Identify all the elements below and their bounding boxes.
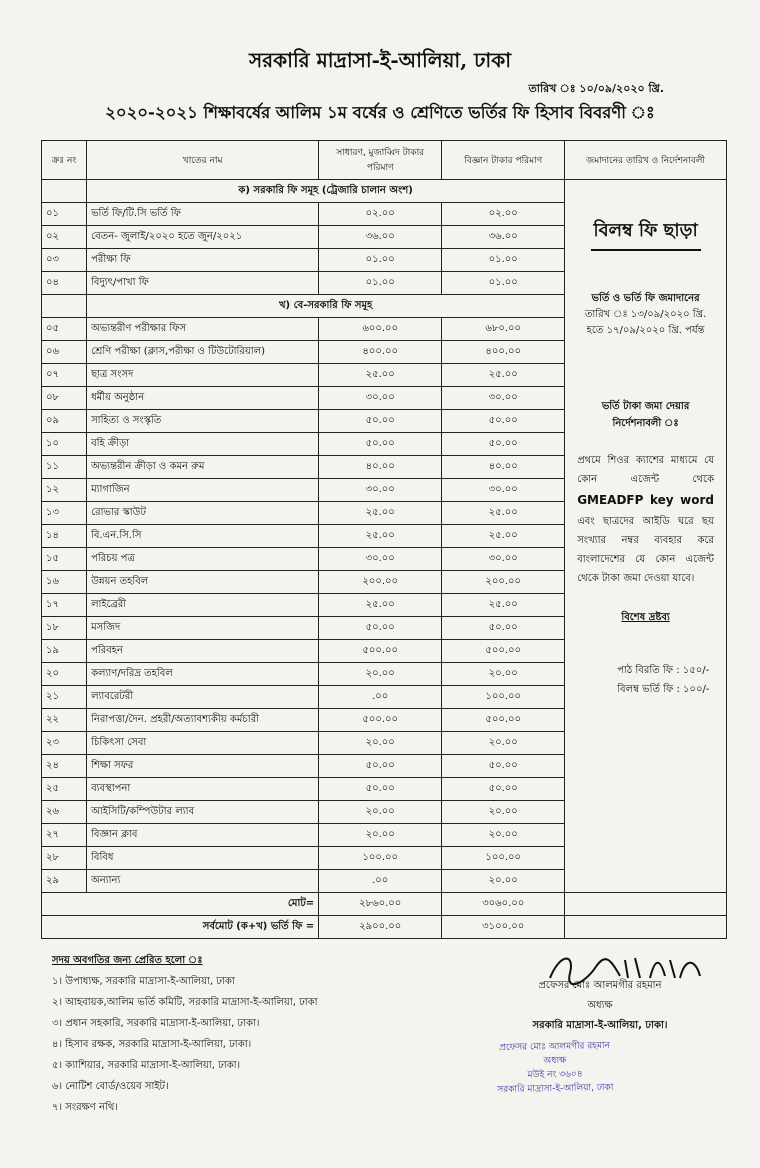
row-sl: ২৮: [42, 847, 87, 870]
row-sl: ১৭: [42, 594, 87, 617]
special-note-2: বিলম্ব ভর্তি ফি : ১০০/-: [617, 683, 710, 695]
distribution-item: ১। উপাধ্যক্ষ, সরকারি মাদ্রাসা-ই-আলিয়া, ঢাকা: [52, 976, 235, 987]
row-general-amount: ৪০.০০: [319, 456, 442, 479]
row-general-amount: ২০.০০: [319, 824, 442, 847]
row-general-amount: ২০০.০০: [319, 571, 442, 594]
row-sl: ০৮: [42, 387, 87, 410]
row-science-amount: ২০.০০: [442, 801, 565, 824]
row-item: ভর্তি ফি/টি.সি ভর্তি ফি: [87, 203, 319, 226]
distribution-item: ৪। হিসাব রক্ষক, সরকারি মাদ্রাসা-ই-আলিয়া, ঢাকা।: [52, 1039, 252, 1050]
row-science-amount: ২০.০০: [442, 824, 565, 847]
row-science-amount: ২০.০০: [442, 870, 565, 893]
deposit-heading: ভর্তি ও ভর্তি ফি জমাদানের: [591, 293, 700, 304]
distribution-item: ৭। সংরক্ষণ নথি।: [52, 1102, 118, 1113]
row-sl: ১০: [42, 433, 87, 456]
distribution-lead: সদয় অবগতির জন্য প্রেরিত হলো ঃ: [52, 955, 203, 966]
institution-title: সরকারি মাদ্রাসা-ই-আলিয়া, ঢাকা: [248, 48, 512, 72]
special-notes: [577, 661, 714, 699]
row-science-amount: ৫০.০০: [442, 433, 565, 456]
row-science-amount: ৬৮০.০০: [442, 318, 565, 341]
notice-heading: ২০২০-২০২১ শিক্ষাবর্ষের আলিম ১ম বর্ষের ও শ্রেণিতে ভর্তির ফি হিসাব বিবরণী ঃ: [105, 103, 655, 122]
row-sl: ২৩: [42, 732, 87, 755]
total-info-cell: [565, 893, 727, 916]
row-science-amount: ৫০.০০: [442, 755, 565, 778]
grand-total-label: সর্বমোট (ক+খ) ভর্তি ফি =: [42, 916, 319, 939]
special-title: বিশেষ দ্রষ্টব্য: [621, 611, 670, 623]
row-general-amount: ২৫.০০: [319, 364, 442, 387]
section-sl: [42, 295, 87, 318]
row-science-amount: ২৫.০০: [442, 502, 565, 525]
row-general-amount: ৫০.০০: [319, 617, 442, 640]
row-item: বহি ক্রীড়া: [87, 433, 319, 456]
row-general-amount: ৫০.০০: [319, 433, 442, 456]
row-sl: ০৫: [42, 318, 87, 341]
distribution-item: ৩। প্রধান সহকারি, সরকারি মাদ্রাসা-ই-আলিয়া, ঢাকা।: [52, 1018, 260, 1029]
row-sl: ০৭: [42, 364, 87, 387]
row-sl: ২০: [42, 663, 87, 686]
row-science-amount: ২৫.০০: [442, 594, 565, 617]
instructions-part-2: এবং ছাত্রদের আইডি ঘরে ছয় সংখ্যার নম্বর ব্যবহার করে বাংলাদেশের যে কোন এজেন্ট থেকে টাকা জমা দেওয়া যাবে।: [577, 515, 714, 584]
row-sl: ১৬: [42, 571, 87, 594]
row-sl: ১৯: [42, 640, 87, 663]
special-note-1: পাঠ বিরতি ফি : ১৫০/-: [617, 664, 710, 676]
row-science-amount: ৪০০.০০: [442, 341, 565, 364]
row-science-amount: ২৫.০০: [442, 525, 565, 548]
info-cell: [565, 180, 727, 893]
row-general-amount: ৫০০.০০: [319, 709, 442, 732]
official-stamp: [470, 1039, 641, 1098]
row-sl: ১৫: [42, 548, 87, 571]
stamp-role: অধ্যক্ষ: [543, 1055, 567, 1067]
row-sl: ০৩: [42, 249, 87, 272]
fee-table: [41, 140, 727, 939]
row-science-amount: ০১.০০: [442, 249, 565, 272]
row-sl: ২২: [42, 709, 87, 732]
row-sl: ০২: [42, 226, 87, 249]
row-general-amount: ০১.০০: [319, 249, 442, 272]
distribution-items: [52, 971, 318, 1118]
total-label: মোট=: [42, 893, 319, 916]
row-science-amount: ২০.০০: [442, 732, 565, 755]
row-item: উন্নয়ন তহবিল: [87, 571, 319, 594]
row-sl: ২১: [42, 686, 87, 709]
row-science-amount: ২০.০০: [442, 663, 565, 686]
row-general-amount: ৩০.০০: [319, 387, 442, 410]
distribution-item: ২। আহবায়ক,আলিম ভর্তি কমিটি, সরকারি মাদ্রাসা-ই-আলিয়া, ঢাকা: [52, 997, 318, 1008]
row-science-amount: ৫০০.০০: [442, 640, 565, 663]
row-science-amount: ২০০.০০: [442, 571, 565, 594]
row-science-amount: ০১.০০: [442, 272, 565, 295]
distribution-item: ৫। ক্যাশিয়ার, সরকারি মাদ্রাসা-ই-আলিয়া, ঢাকা।: [52, 1060, 241, 1071]
row-item: মসজিদ: [87, 617, 319, 640]
grand-total-row: [42, 916, 727, 939]
instructions-title: ভর্তি টাকা জমা দেয়ার নির্দেশনাবলী ঃ: [601, 401, 690, 429]
signature-name: প্রফেসর মোঃ আলমগীর রহমান: [538, 980, 662, 991]
table-section-row: [42, 180, 727, 203]
stamp-id: মউই নং ৩৬০৪: [527, 1069, 583, 1081]
total-row: [42, 893, 727, 916]
row-sl: ১৮: [42, 617, 87, 640]
row-general-amount: ৫০০.০০: [319, 640, 442, 663]
row-item: ধর্মীয় অনুষ্ঠান: [87, 387, 319, 410]
row-item: পরীক্ষা ফি: [87, 249, 319, 272]
row-general-amount: ৩০.০০: [319, 548, 442, 571]
stamp-org: সরকারি মাদ্রাসা-ই-আলিয়া, ঢাকা: [497, 1082, 614, 1096]
instructions-part-1: প্রথমে শিওর ক্যাশের মাধ্যমে যে কোন এজেন্ট থেকে: [577, 455, 714, 485]
row-sl: ০৪: [42, 272, 87, 295]
row-science-amount: ৫০.০০: [442, 410, 565, 433]
row-item: কল্যাণ/দরিদ্র তহবিল: [87, 663, 319, 686]
late-title-underline: [591, 249, 701, 251]
notice-date: তারিখ ঃ ১০/০৯/২০২০ খ্রি.: [528, 82, 664, 95]
header-science: বিজ্ঞান টাকার পরিমাণ: [442, 141, 565, 180]
row-science-amount: ৫০.০০: [442, 778, 565, 801]
row-item: রোভার স্কাউট: [87, 502, 319, 525]
info-box: [569, 180, 722, 892]
row-general-amount: ৩৬.০০: [319, 226, 442, 249]
row-general-amount: .০০: [319, 686, 442, 709]
row-item: ম্যাগাজিন: [87, 479, 319, 502]
row-item: ল্যাবরেটরী: [87, 686, 319, 709]
row-item: বিজ্ঞান ক্লাব: [87, 824, 319, 847]
instructions-body: [577, 451, 714, 588]
row-sl: ২৫: [42, 778, 87, 801]
header-general: সাধারণ, মুজাব্বিদ টাকার পরিমাণ: [319, 141, 442, 180]
row-sl: ২৯: [42, 870, 87, 893]
grand-total-info-cell: [565, 916, 727, 939]
row-general-amount: ৫০.০০: [319, 410, 442, 433]
row-sl: ১৩: [42, 502, 87, 525]
row-science-amount: ৪০.০০: [442, 456, 565, 479]
table-header-row: [42, 141, 727, 180]
total-general: ২৮৬০.০০: [319, 893, 442, 916]
grand-total-science: ৩১০০.০০: [442, 916, 565, 939]
row-science-amount: ৩০.০০: [442, 548, 565, 571]
row-item: লাইব্রেরী: [87, 594, 319, 617]
row-item: অভ্যন্তরীন ক্রীড়া ও কমন রুম: [87, 456, 319, 479]
row-item: বি.এন.সি.সি: [87, 525, 319, 548]
header-info: জমাদানের তারিখ ও নির্দেশনাবলী: [565, 141, 727, 180]
row-item: শ্রেণি পরীক্ষা (ক্লাস,পরীক্ষা ও টিউটোরিয়াল): [87, 341, 319, 364]
row-science-amount: ১০০.০০: [442, 686, 565, 709]
distribution-item: ৬। নোটিশ বোর্ড/ওয়েব সাইট।: [52, 1081, 169, 1092]
row-item: আইসিটি/কম্পিউটার ল্যাব: [87, 801, 319, 824]
row-general-amount: ২০.০০: [319, 801, 442, 824]
instructions-code: GMEADFP key word: [577, 493, 714, 507]
row-general-amount: ২৫.০০: [319, 594, 442, 617]
stamp-name: প্রফেসর মোঃ আলমগীর রহমান: [499, 1041, 611, 1053]
row-general-amount: ২০.০০: [319, 663, 442, 686]
row-general-amount: ৫০.০০: [319, 755, 442, 778]
row-item: বিবিধ: [87, 847, 319, 870]
row-general-amount: ৪০০.০০: [319, 341, 442, 364]
row-science-amount: ৩৬.০০: [442, 226, 565, 249]
header-item: খাতের নাম: [87, 141, 319, 180]
row-general-amount: ০২.০০: [319, 203, 442, 226]
grand-total-general: ২৯০০.০০: [319, 916, 442, 939]
row-item: সাহিত্য ও সংস্কৃতি: [87, 410, 319, 433]
header-sl: ক্রঃ নং: [42, 141, 87, 180]
section-sl: [42, 180, 87, 203]
row-general-amount: ৩০.০০: [319, 479, 442, 502]
row-item: পরিচয় পত্র: [87, 548, 319, 571]
row-sl: ১৪: [42, 525, 87, 548]
signature-text: [470, 976, 730, 1036]
signature-role: অধ্যক্ষ: [587, 1000, 613, 1011]
total-science: ৩০৬০.০০: [442, 893, 565, 916]
row-science-amount: ৫০০.০০: [442, 709, 565, 732]
row-item: শিক্ষা সফর: [87, 755, 319, 778]
row-general-amount: ৬০০.০০: [319, 318, 442, 341]
row-general-amount: ০১.০০: [319, 272, 442, 295]
deposit-text: [577, 291, 714, 339]
row-science-amount: ০২.০০: [442, 203, 565, 226]
row-sl: ০৯: [42, 410, 87, 433]
section-title: খ) বে-সরকারি ফি সমূহ: [87, 295, 565, 318]
row-sl: ১১: [42, 456, 87, 479]
row-general-amount: ৫০.০০: [319, 778, 442, 801]
row-item: পরিবহন: [87, 640, 319, 663]
row-item: অভ্যন্তরীণ পরীক্ষার ফিস: [87, 318, 319, 341]
row-sl: ১২: [42, 479, 87, 502]
row-item: বিদ্যুৎ/পাখা ফি: [87, 272, 319, 295]
row-sl: ২৬: [42, 801, 87, 824]
section-title: ক) সরকারি ফি সমূহ (ট্রেজারি চালান অংশ): [87, 180, 565, 203]
row-science-amount: ৩০.০০: [442, 387, 565, 410]
row-item: ছাত্র সংসদ: [87, 364, 319, 387]
row-item: ব্যবস্থাপনা: [87, 778, 319, 801]
row-science-amount: ১০০.০০: [442, 847, 565, 870]
row-item: বেতন- জুলাই/২০২০ হতে জুন/২০২১: [87, 226, 319, 249]
row-science-amount: ৫০.০০: [442, 617, 565, 640]
row-science-amount: ২৫.০০: [442, 364, 565, 387]
signature-org: সরকারি মাদ্রাসা-ই-আলিয়া, ঢাকা।: [532, 1020, 668, 1031]
row-sl: ০৬: [42, 341, 87, 364]
row-item: নিরাপত্তা/দৈন. প্রহরী/অত্যাবশ্যকীয় কর্মচারী: [87, 709, 319, 732]
row-science-amount: ৩০.০০: [442, 479, 565, 502]
row-general-amount: ২৫.০০: [319, 502, 442, 525]
row-general-amount: ২০.০০: [319, 732, 442, 755]
row-general-amount: .০০: [319, 870, 442, 893]
row-sl: ০১: [42, 203, 87, 226]
late-fee-title: বিলম্ব ফি ছাড়া: [593, 220, 698, 241]
row-sl: ২৪: [42, 755, 87, 778]
row-sl: ২৭: [42, 824, 87, 847]
row-general-amount: ১০০.০০: [319, 847, 442, 870]
distribution-list: [52, 950, 318, 1118]
row-general-amount: ২৫.০০: [319, 525, 442, 548]
deposit-date: তারিখ ঃ ১৩/০৯/২০২০ খ্রি. হতে ১৭/০৯/২০২০ খ্রি. পর্যন্ত: [584, 309, 707, 336]
row-item: অন্যান্য: [87, 870, 319, 893]
row-item: চিকিৎসা সেবা: [87, 732, 319, 755]
